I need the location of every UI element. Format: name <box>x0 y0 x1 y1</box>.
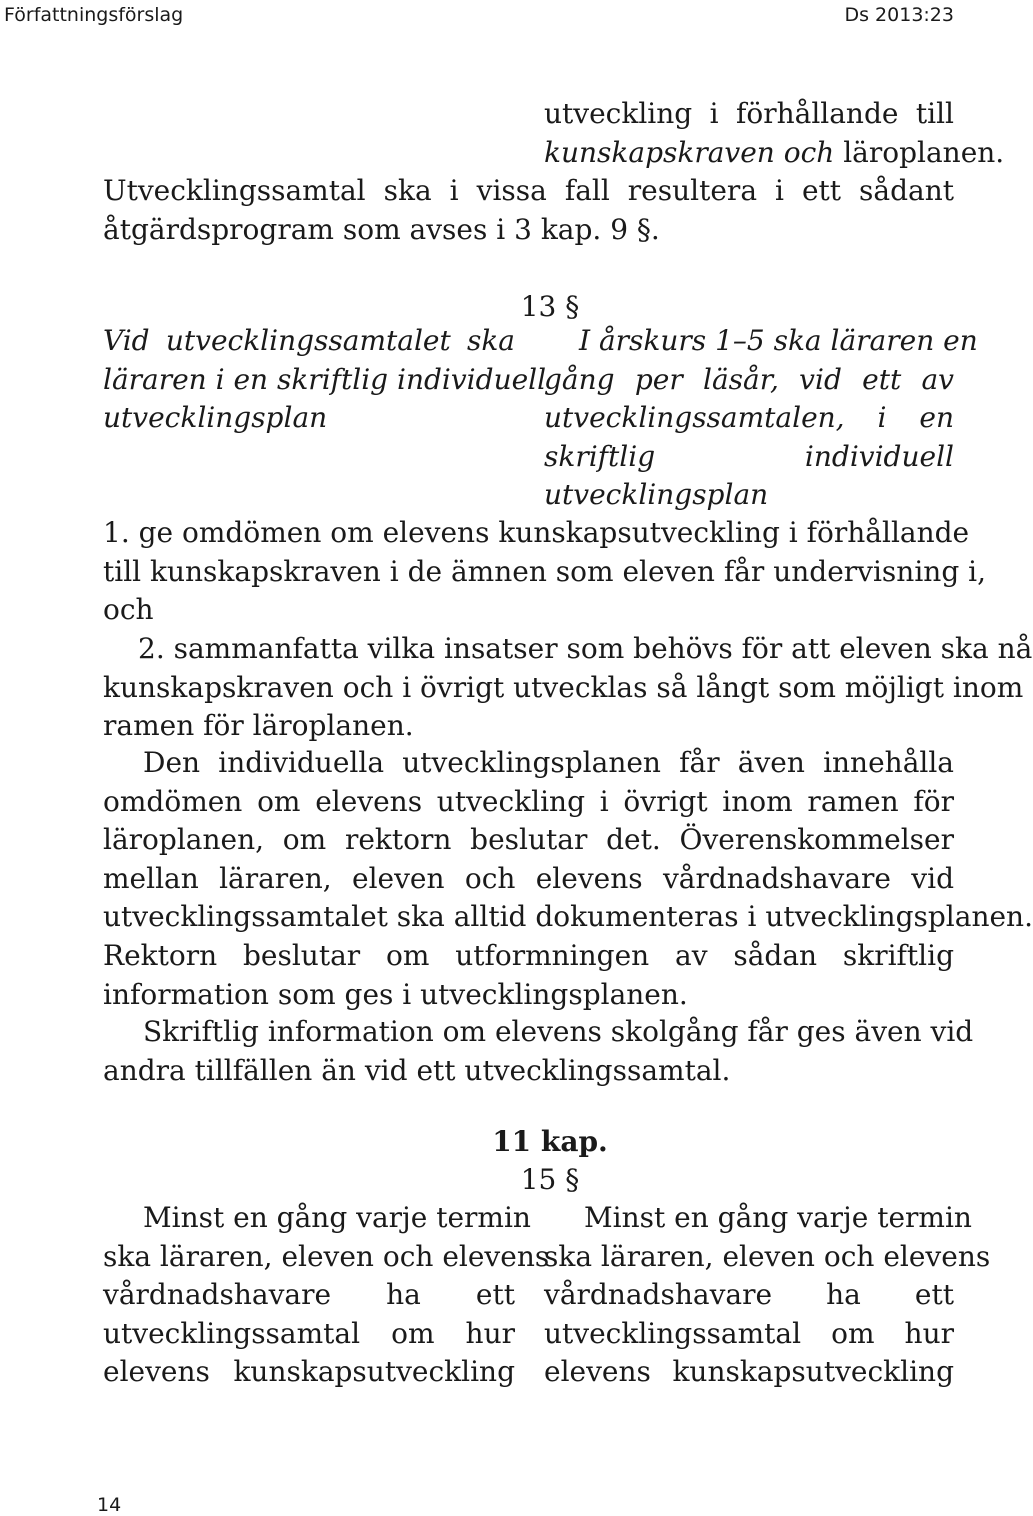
text-fragment: läroplanen. <box>834 135 1005 169</box>
italic-phrase: kunskapskraven och <box>544 135 835 169</box>
running-header-right: Ds 2013:23 <box>844 4 954 26</box>
running-header-left: Författningsförslag <box>4 4 184 26</box>
text-line: Rektorn beslutar om utformningen av sådan skriftlig <box>103 939 954 972</box>
text-line: Vid utvecklingssamtalet ska <box>103 324 515 357</box>
text-line: 2. sammanfatta vilka insatser som behövs för att eleven ska nå <box>138 632 1033 665</box>
text-line: elevens kunskapsutveckling <box>103 1355 515 1388</box>
text-line: läraren i en skriftlig individuell <box>103 362 547 396</box>
text-line: och <box>103 593 154 626</box>
text-line: Utvecklingssamtal ska i vissa fall resultera i ett sådant <box>103 174 954 207</box>
list-item-1 <box>103 514 986 630</box>
text-line: åtgärdsprogram som avses i 3 kap. 9 §. <box>103 212 660 246</box>
text-line: elevens kunskapsutveckling <box>544 1355 954 1388</box>
text-line: utvecklingsplan <box>544 478 769 511</box>
page-number: 14 <box>97 1494 122 1516</box>
text-line: utvecklingssamtal om hur <box>103 1316 515 1350</box>
text-line: skriftlig individuell <box>544 439 954 473</box>
text-line: läroplanen, om rektorn beslutar det. Överenskommelser <box>103 823 954 856</box>
text-line: Skriftlig information om elevens skolgång får ges även vid <box>143 1015 974 1048</box>
text-line: Minst en gång varje termin <box>143 1201 531 1234</box>
text-line: ramen för läroplanen. <box>103 709 414 742</box>
chapter-11-heading: 11 kap. <box>492 1125 608 1158</box>
text-line: till kunskapskraven i de ämnen som eleven får undervisning i, <box>103 554 986 588</box>
text-line: utvecklingssamtalen, i en <box>544 401 954 434</box>
text-line: Minst en gång varje termin <box>584 1201 972 1234</box>
section-13-left-column <box>103 322 547 438</box>
text-line: vårdnadshavare ha ett <box>544 1278 954 1311</box>
text-line: vårdnadshavare ha ett <box>103 1278 515 1311</box>
text-line: andra tillfällen än vid ett utvecklingssamtal. <box>103 1053 731 1087</box>
top-right-fragment <box>544 95 1005 172</box>
text-line: Den individuella utvecklingsplanen får även innehålla <box>143 746 954 779</box>
text-line: utvecklingsplan <box>103 401 328 434</box>
list-item-2 <box>103 630 1033 746</box>
paragraph-3 <box>103 1013 974 1090</box>
text-line: ska läraren, eleven och elevens <box>544 1239 991 1273</box>
text-line: ska läraren, eleven och elevens <box>103 1239 550 1273</box>
text-line: utveckling i förhållande till <box>544 97 954 130</box>
top-paragraph <box>103 172 954 249</box>
text-line: I årskurs 1–5 ska läraren en <box>579 324 978 357</box>
text-line: mellan läraren, eleven och elevens vårdnadshavare vid <box>103 861 954 895</box>
text-line: 1. ge omdömen om elevens kunskapsutveckling i förhållande <box>103 516 970 549</box>
text-line: information som ges i utvecklingsplanen. <box>103 977 688 1011</box>
chapter-11-left-column <box>103 1199 550 1392</box>
text-line: utvecklingssamtalet ska alltid dokumenteras i utvecklingsplanen. <box>103 900 1033 933</box>
paragraph-2 <box>103 937 954 1014</box>
text-line: omdömen om elevens utveckling i övrigt inom ramen för <box>103 784 954 818</box>
section-15-heading: 15 § <box>520 1163 580 1196</box>
text-line: utvecklingssamtal om hur <box>544 1316 954 1350</box>
paragraph-1 <box>103 744 1033 937</box>
text-line: kunskapskraven och i övrigt utvecklas så långt som möjligt inom <box>103 670 1024 704</box>
text-line: gång per läsår, vid ett av <box>544 362 954 396</box>
text-line <box>544 134 1005 173</box>
chapter-11-right-column <box>544 1199 991 1392</box>
section-13-right-column <box>544 322 978 515</box>
section-13-heading: 13 § <box>520 290 580 323</box>
